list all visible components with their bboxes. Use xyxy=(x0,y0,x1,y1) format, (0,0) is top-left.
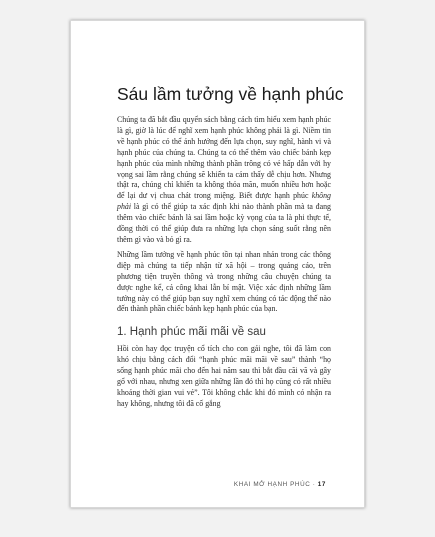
paragraph-1-text-a: Chúng ta đã bắt đầu quyển sách bằng cách tìm hiểu xem hạnh phúc là gì, giờ là lúc để nghĩ xem hạnh phúc không phải là gì. Niềm tin về hạnh phúc có thể ảnh hưởng đến lựa chọn, suy nghĩ, hành vi và hạnh phúc của chúng ta. Chúng ta có thể thêm vào chiếc bánh kẹp hạnh phúc của mình những thành phần trông có vẻ hấp dẫn với hy vọng sai lầm rằng chúng sẽ khiến ta cảm thấy dễ chịu hơn. Nhưng thật ra, chúng chỉ khiến ta không thỏa mãn, muốn nhiều hơn hoặc để lại dư vị chua chát trong miệng. Biết được hạnh phúc xyxy=(117,115,331,201)
running-footer-title: KHAI MỞ HẠNH PHÚC · xyxy=(233,481,316,488)
paragraph-2: Những lầm tưởng về hạnh phúc tồn tại nhan nhản trong các thông điệp mà chúng ta tiếp nhận từ xã hội – trong quảng cáo, trên phương tiện truyền thông và trong những câu chuyện chúng ta được nghe kể, cả công khai lẫn bí mật. Việc xác định những lầm tưởng này có thể giúp bạn suy nghĩ xem chúng có tác động thế nào đến thành phần chiếc bánh kẹp hạnh phúc của bạn. xyxy=(117,249,331,314)
paragraph-1 xyxy=(117,115,331,246)
paragraph-3: Hồi còn hay đọc truyện cổ tích cho con gái nghe, tôi đã làm con khó chịu bằng cách đổi “hạnh phúc mãi mãi về sau” thành “họ sống hạnh phúc mãi cho đến hai năm sau thì bắt đầu cãi vã và gây gổ với nhau, nhưng xen giữa những lần đó thì họ cũng có rất nhiều khoảng thời gian vui vẻ”. Tôi không chắc khi đó mình có nhận ra hay không, nhưng tôi đã cố gắng xyxy=(117,344,331,408)
chapter-title: Sáu lầm tưởng về hạnh phúc xyxy=(117,84,344,104)
paragraph-1-emphasis: không phải xyxy=(117,191,331,212)
page-content xyxy=(117,83,344,414)
page-footer xyxy=(234,481,326,488)
paragraph-1-text-b: là gì có thể giúp ta xác định khi nào thành phần mà ta đang thêm vào chiếc bánh là sai lầm hoặc kỳ vọng của ta là phi thực tế, đồng thời có thể giúp đưa ra những lựa chọn sáng suốt rằng nên thêm gì vào và bỏ gì ra. xyxy=(117,202,331,244)
book-page xyxy=(70,20,365,508)
section-heading: 1. Hạnh phúc mãi mãi về sau xyxy=(117,326,266,339)
page-number: 17 xyxy=(317,481,326,488)
